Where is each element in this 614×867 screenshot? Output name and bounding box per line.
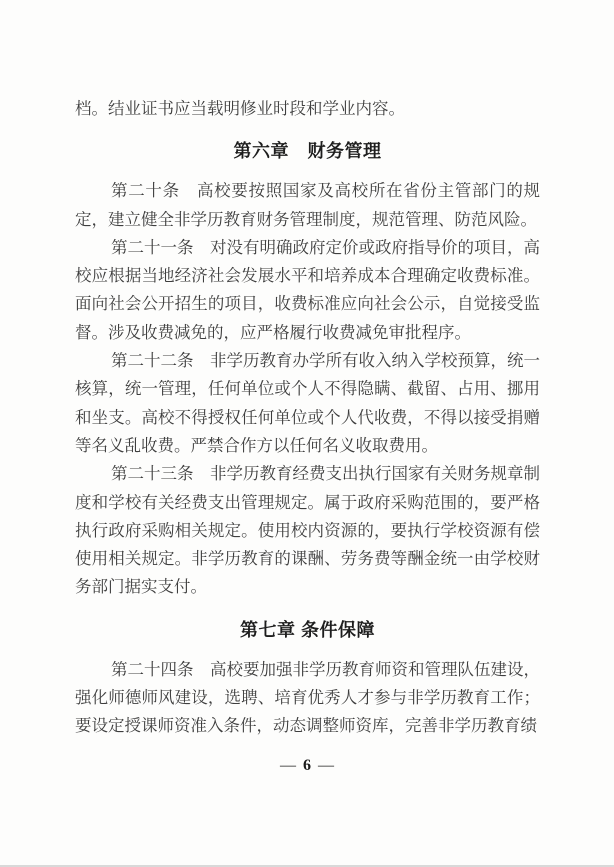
page-number-value: 6 [303,757,311,774]
page-content [75,95,540,741]
chapter-7-heading: 第七章 条件保障 [239,619,375,640]
article-20-paragraph: 第二十条 高校要按照国家及高校所在省份主管部门的规定，建立健全非学历教育财务管理制度，规范管理、防范风险。 [75,181,540,229]
continuation-paragraph: 档。结业证书应当载明修业时段和学业内容。 [75,99,405,118]
chapter-6-heading: 第六章 财务管理 [233,141,382,162]
page-number-dash-left: — [280,757,296,774]
article-21-paragraph: 第二十一条 对没有明确政府定价或政府指导价的项目，高校应根据当地经济社会发展水平和培养成本合理确定收费标准。面向社会公开招生的项目，收费标准应向社会公示，自觉接受监督。涉及收费减免的，应严格履行收费减免审批程序。 [75,237,540,342]
article-23-paragraph: 第二十三条 非学历教育经费支出执行国家有关财务规章制度和学校有关经费支出管理规定。属于政府采购范围的，要严格执行政府采购相关规定。使用校内资源的，要执行学校资源有偿使用相关规定。非学历教育的课酬、劳务费等酬金统一由学校财务部门据实支付。 [75,464,540,597]
page-number [0,757,614,775]
article-22-paragraph: 第二十二条 非学历教育办学所有收入纳入学校预算，统一核算，统一管理，任何单位或个人不得隐瞒、截留、占用、挪用和坐支。高校不得授权任何单位或个人代收费，不得以接受捐赠等名义乱收费。严禁合作方以任何名义收取费用。 [75,351,540,455]
article-24-paragraph: 第二十四条 高校要加强非学历教育师资和管理队伍建设，强化师德师风建设，选聘、培育优秀人才参与非学历教育工作；要设定授课师资准入条件，动态调整师资库，完善非学历教育绩 [75,659,540,736]
page-number-dash-right: — [318,757,334,774]
